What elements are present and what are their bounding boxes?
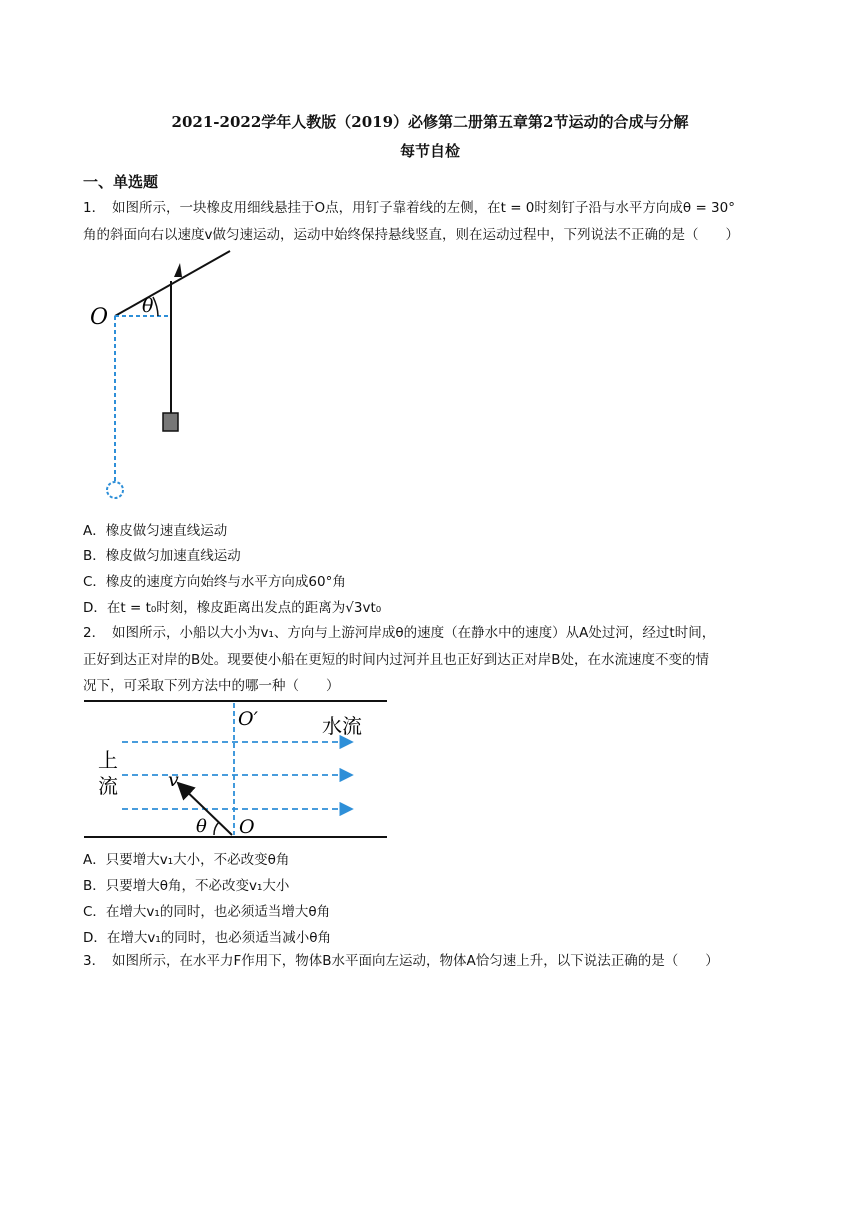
q1-text-line1: 如图所示，一块橡皮用细线悬挂于O点，用钉子靠着线的左侧，在t = 0时刻钉子沿与水平方向成θ = 30° <box>112 200 735 216</box>
nail-icon <box>174 263 182 277</box>
q2-text-line2: 正好到达正对岸的B处。现要使小船在更短的时间内过河并且也正好到达正对岸B处，在水流速度不变的情 <box>83 652 710 668</box>
page-subtitle: 每节自检 <box>399 142 460 160</box>
q1-option-b: B．橡皮做匀加速直线运动 <box>83 548 241 564</box>
q2-option-d: D．在增大v₁的同时，也必须适当减小θ角 <box>83 930 332 946</box>
q3-text-line1: 如图所示，在水平力F作用下，物体B水平面向左运动，物体A恰匀速上升，以下说法正确的是（ ） <box>112 953 719 969</box>
q1-option-c: C．橡皮的速度方向始终与水平方向成60°角 <box>83 574 346 590</box>
label-v: v <box>168 769 179 791</box>
q1-option-a: A．橡皮做匀速直线运动 <box>83 523 228 539</box>
angle-arc <box>153 297 158 316</box>
q2-option-a: A．只要增大v₁大小，不必改变θ角 <box>83 852 290 868</box>
label-theta: θ <box>196 816 207 837</box>
eraser-block <box>163 413 178 431</box>
q2-number: 2． <box>83 625 106 641</box>
angle-arc <box>214 822 219 835</box>
label-water-flow: 水流 <box>322 714 362 738</box>
q2-option-c: C．在增大v₁的同时，也必须适当增大θ角 <box>83 904 331 920</box>
start-position-circle <box>107 482 123 498</box>
q2-figure <box>82 695 392 843</box>
q1-text-line2: 角的斜面向右以速度v做匀速运动，运动中始终保持悬线竖直，则在运动过程中，下列说法不正确的是（ ） <box>83 227 739 243</box>
incline-line <box>115 251 230 316</box>
page-title: 2021-2022学年人教版（2019）必修第二册第五章第2节运动的合成与分解 <box>171 113 689 131</box>
q2-text-line3: 况下，可采取下列方法中的哪一种（ ） <box>83 678 340 694</box>
section-title: 一、单选题 <box>83 173 159 191</box>
label-theta: θ <box>142 295 154 317</box>
label-o: O <box>239 816 255 838</box>
q2-text-line1: 如图所示，小船以大小为v₁、方向与上游河岸成θ的速度（在静水中的速度）从A处过河，经过t时间， <box>112 625 716 641</box>
label-upstream-1: 上 <box>98 748 118 772</box>
label-upstream-2: 流 <box>98 774 118 798</box>
label-o: O <box>90 305 109 330</box>
q2-option-b: B．只要增大θ角，不必改变v₁大小 <box>83 878 290 894</box>
q1-figure <box>82 245 242 505</box>
q3-number: 3． <box>83 953 106 969</box>
q1-option-d: D．在t = t₀时刻，橡皮距离出发点的距离为√3vt₀ <box>83 600 382 616</box>
q1-number: 1． <box>83 200 106 216</box>
label-o-prime: O′ <box>238 708 258 730</box>
